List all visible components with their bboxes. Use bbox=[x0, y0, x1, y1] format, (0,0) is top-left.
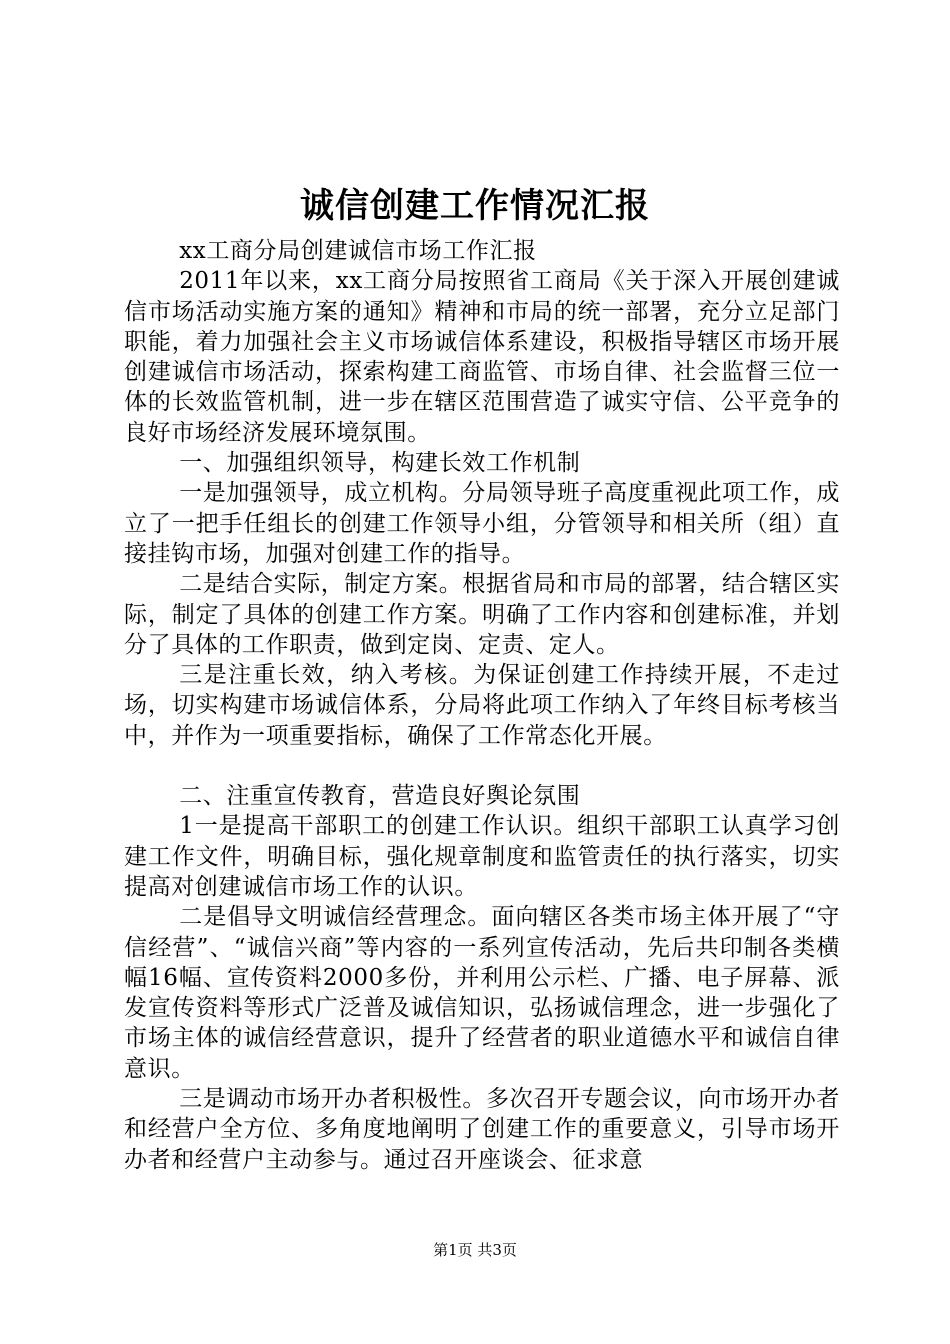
page-number-footer: 第1页 共3页 bbox=[433, 1241, 517, 1259]
paragraph-subtitle: xx工商分局创建诚信市场工作汇报 bbox=[179, 238, 537, 264]
paragraph: 二是倡导文明诚信经营理念。面向辖区各类市场主体开展了“守信经营”、“诚信兴商”等内容的一系列宣传活动，先后共印制各类横幅16幅、宣传资料2000多份，并利用公示栏、广播、电子屏幕、派发宣传资料等形式广泛普及诚信知识，弘扬诚信理念，进一步强化了市场主体的诚信经营意识，提升了经营者的职业道德水平和诚信自律意识。 bbox=[124, 904, 840, 1082]
paragraph: 二是结合实际，制定方案。根据省局和市局的部署，结合辖区实际，制定了具体的创建工作方案。明确了工作内容和创建标准，并划分了具体的工作职责，做到定岗、定责、定人。 bbox=[124, 571, 840, 658]
section-heading-1: 一、加强组织领导，构建长效工作机制 bbox=[179, 450, 581, 477]
paragraph: 1一是提高干部职工的创建工作认识。组织干部职工认真学习创建工作文件，明确目标，强化规章制度和监管责任的执行落实，切实提高对创建诚信市场工作的认识。 bbox=[124, 813, 840, 900]
document-body bbox=[124, 236, 840, 1175]
paragraph: 三是注重长效，纳入考核。为保证创建工作持续开展，不走过场，切实构建市场诚信体系，分局将此项工作纳入了年终目标考核当中，并作为一项重要指标，确保了工作常态化开展。 bbox=[124, 662, 840, 749]
paragraph: 一是加强领导，成立机构。分局领导班子高度重视此项工作，成立了一把手任组长的创建工作领导小组，分管领导和相关所（组）直接挂钩市场，加强对创建工作的指导。 bbox=[124, 480, 840, 567]
paragraph: 三是调动市场开办者积极性。多次召开专题会议，向市场开办者和经营户全方位、多角度地阐明了创建工作的重要意义，引导市场开办者和经营户主动参与。通过召开座谈会、征求意 bbox=[124, 1086, 840, 1173]
paragraph-intro: 2011年以来，xx工商分局按照省工商局《关于深入开展创建诚信市场活动实施方案的通知》精神和市局的统一部署，充分立足部门职能，着力加强社会主义市场诚信体系建设，积极指导辖区市场开展创建诚信市场活动，探索构建工商监管、市场自律、社会监督三位一体的长效监管机制，进一步在辖区范围营造了诚实守信、公平竞争的良好市场经济发展环境氛围。 bbox=[124, 268, 840, 446]
document-title: 诚信创建工作情况汇报 bbox=[300, 186, 650, 226]
section-heading-2: 二、注重宣传教育，营造良好舆论氛围 bbox=[179, 783, 581, 810]
